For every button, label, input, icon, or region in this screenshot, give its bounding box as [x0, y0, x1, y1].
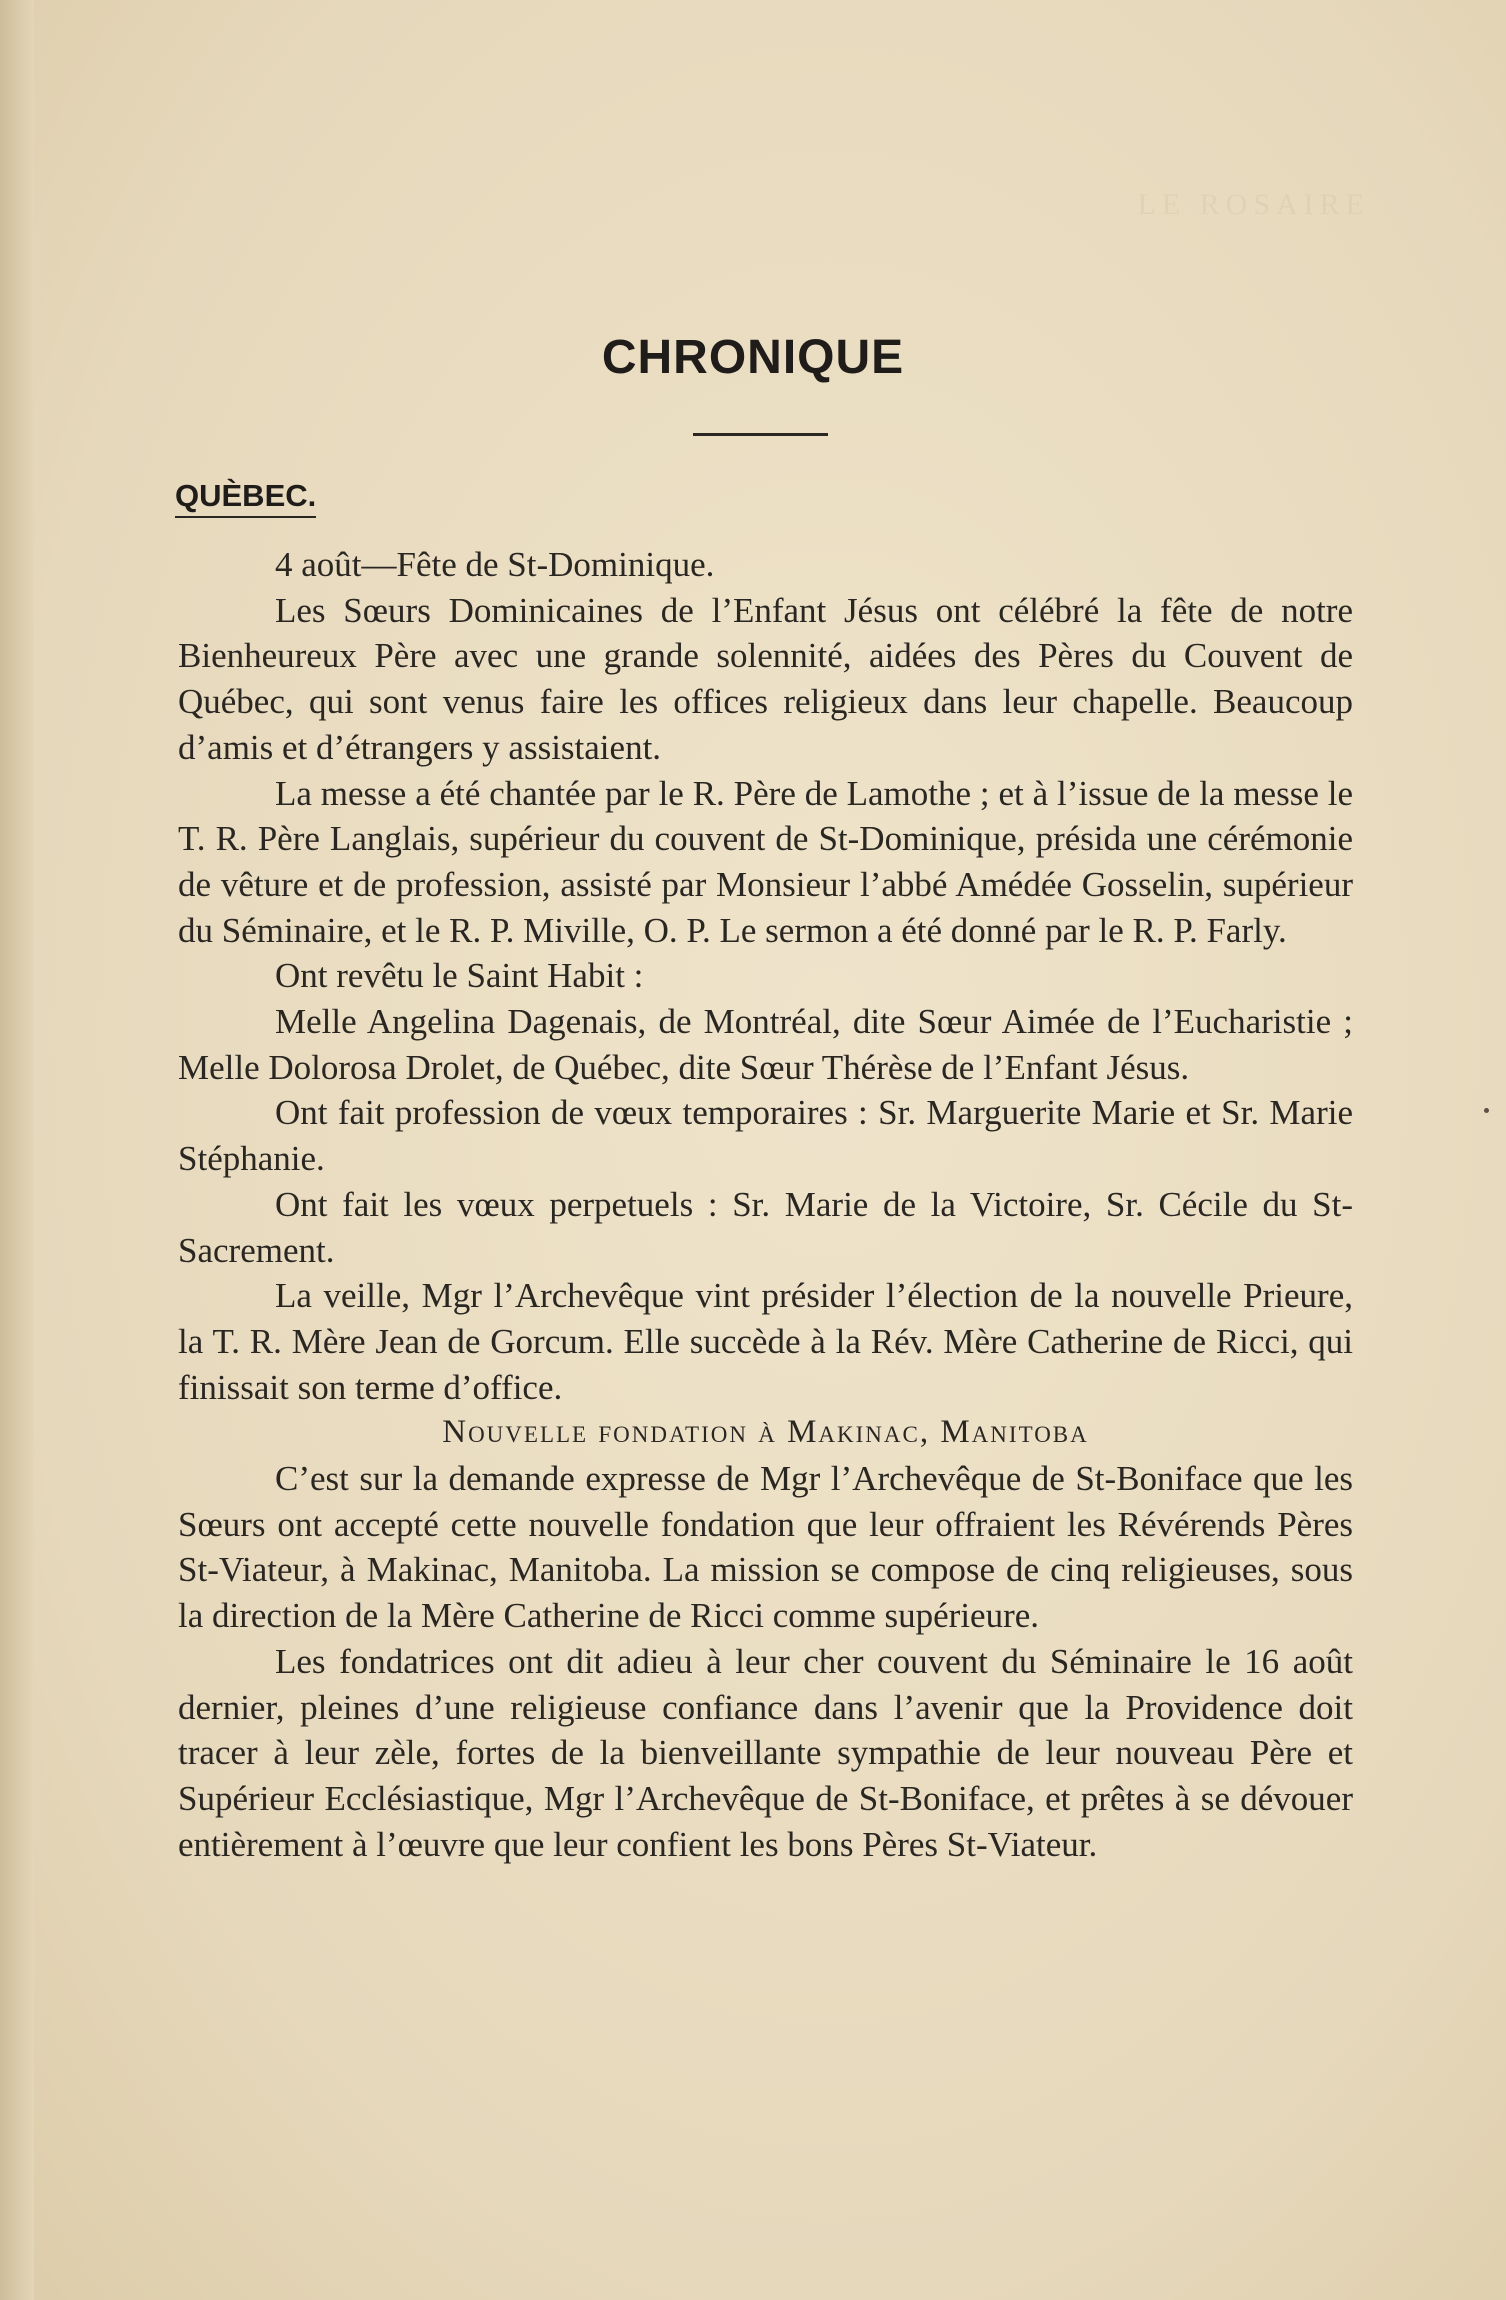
page-title: CHRONIQUE [601, 331, 905, 384]
ink-speck [1484, 1108, 1489, 1113]
paragraph: La veille, Mgr l’Archevêque vint présider l’élection de la nouvelle Prieure, la T. R. Mère Jean de Gorcum. Elle succède à la Rév. Mère Catherine de Ricci, qui finissait son terme d’office. [178, 1276, 1353, 1407]
section-heading: QUÈBEC. [175, 478, 316, 518]
article-body [178, 542, 1353, 1867]
paragraph: 4 août—Fête de St-Dominique. [275, 545, 715, 584]
subheading: Nouvelle fondation à Makinac, Manitoba [442, 1414, 1089, 1451]
paragraph: Ont revêtu le Saint Habit : [275, 956, 644, 996]
title-rule [693, 433, 828, 436]
paragraph: Melle Angelina Dagenais, de Montréal, dite Sœur Aimée de l’Eucharistie ; Melle Dolorosa Drolet, de Québec, dite Sœur Thérèse de l’Enfant Jésus. [178, 1002, 1353, 1087]
paragraph: Les fondatrices ont dit adieu à leur cher couvent du Séminaire le 16 août dernier, pleines d’une religieuse confiance dans l’avenir que la Providence doit tracer à leur zèle, fortes de la bienveillante sympathie de leur nouveau Père et Supérieur Ecclésiastique, Mgr l’Archevêque de St-Boniface, et prêtes à se dévouer entièrement à l’œuvre que leur confient les bons Pères St-Viateur. [178, 1641, 1353, 1864]
paragraph: C’est sur la demande expresse de Mgr l’Archevêque de St-Boniface que les Sœurs ont accepté cette nouvelle fondation que leur offraient les Révérends Pères St-Viateur, à Makinac, Manitoba. La mission se compose de cinq religieuses, sous la direction de la Mère Catherine de Ricci comme supérieure. [178, 1459, 1353, 1636]
paragraph: La messe a été chantée par le R. Père de Lamothe ; et à l’issue de la messe le T. R. Père Langlais, supérieur du couvent de St-Dominique, présida une cérémonie de vêture et de profession, assisté par Monsieur l’abbé Amédée Gosselin, supérieur du Séminaire, et le R. P. Miville, O. P. Le sermon a été donné par le R. P. Farly. [178, 773, 1353, 950]
paragraph: Les Sœurs Dominicaines de l’Enfant Jésus ont célébré la fête de notre Bienheureux Père avec une grande solennité, aidées des Pères du Couvent de Québec, qui sont venus faire les offices religieux dans leur chapelle. Beaucoup d’amis et d’étrangers y assistaient. [178, 590, 1353, 767]
paragraph: Ont fait les vœux perpetuels : Sr. Marie de la Victoire, Sr. Cécile du St-Sacrement. [178, 1184, 1353, 1270]
paragraph: Ont fait profession de vœux temporaires : Sr. Marguerite Marie et Sr. Marie Stéphanie. [178, 1093, 1353, 1179]
running-header: LE ROSAIRE [1137, 188, 1370, 221]
